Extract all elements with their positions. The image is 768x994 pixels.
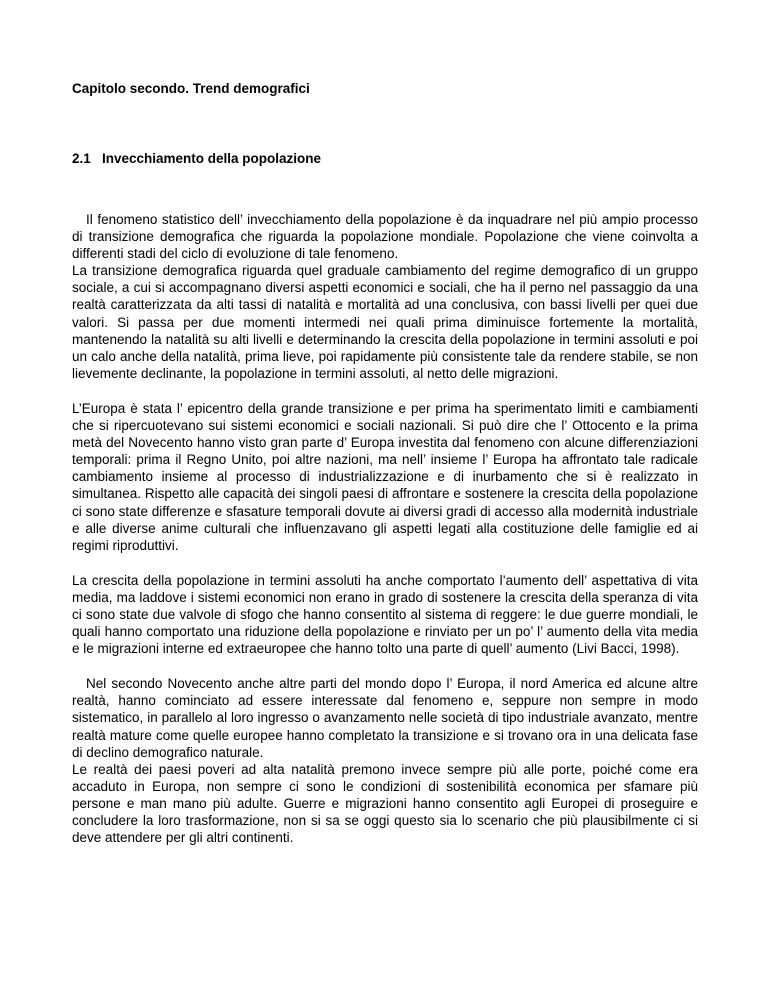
paragraph: Il fenomeno statistico dell’ invecchiamento della popolazione è da inquadrare nel più ampio processo di transizione demografica che riguarda la popolazione mondiale. Popolazione che viene coinvolta a differenti stadi del ciclo di evoluzione di tale fenomeno.	[72, 212, 698, 262]
section-title: Invecchiamento della popolazione	[102, 151, 322, 166]
section-number: 2.1	[72, 151, 91, 166]
paragraph: La crescita della popolazione in termini assoluti ha anche comportato l’aumento dell’ aspettativa di vita media, ma laddove i sistemi economici non erano in grado di sostenere la crescita della speranza di vita ci sono state due valvole di sfogo che hanno consentito al sistema di reggere: le due guerre mondiali, le quali hanno comportato una riduzione della popolazione e rinviato per un po’ l’ aumento della vita media e le migrazioni interne ed extraeuropee che hanno tolto una parte di quell’ aumento (Livi Bacci, 1998).	[72, 572, 698, 657]
section-heading	[72, 150, 321, 167]
body-text	[72, 211, 698, 846]
chapter-title: Capitolo secondo. Trend demografici	[72, 81, 310, 96]
paragraph: Le realtà dei paesi poveri ad alta natalità premono invece sempre più alle porte, poiché come era accaduto in Europa, non sempre ci sono le condizioni di sostenibilità economica per sfamare più persone e man mano più adulte. Guerre e migrazioni hanno consentito agli Europei di proseguire e concludere la loro trasformazione, non si sa se oggi questo sia lo scenario che più plausibilmente ci si deve attendere per gli altri continenti.	[72, 761, 698, 846]
paragraph: Nel secondo Novecento anche altre parti del mondo dopo l’ Europa, il nord America ed alcune altre realtà, hanno cominciato ad essere interessate dal fenomeno e, seppure non sempre in modo sistematico, in parallelo al loro ingresso o avanzamento nelle società di tipo industriale avanzato, mentre realtà mature come quelle europee hanno completato la transizione e si trovano ora in una delicata fase di declino demografico naturale.	[72, 676, 698, 760]
paragraph: La transizione demografica riguarda quel graduale cambiamento del regime demografico di un gruppo sociale, a cui si accompagnano diversi aspetti economici e sociali, che ha il perno nel passaggio da una realtà caratterizzata da alti tassi di natalità e mortalità ad una conclusiva, con bassi livelli per quei due valori. Si passa per due momenti intermedi nei quali prima diminuisce fortemente la mortalità, mantenendo la natalità su alti livelli e determinando la crescita della popolazione in termini assoluti e poi un calo anche della natalità, prima lieve, poi rapidamente più consistente tale da rendere stabile, se non lievemente declinante, la popolazione in termini assoluti, al netto delle migrazioni.	[72, 263, 698, 381]
paragraph: L’Europa è stata l’ epicentro della grande transizione e per prima ha sperimentato limiti e cambiamenti che si ripercuotevano sui sistemi economici e sociali nazionali. Si può dire che l’ Ottocento e la prima metà del Novecento hanno visto gran parte d’ Europa investita dal fenomeno con alcune differenziazioni temporali: prima il Regno Unito, poi altre nazioni, ma nell’ insieme l’ Europa ha affrontato tale radicale cambiamento insieme al processo di industrializzazione e di inurbamento che si è realizzato in simultanea. Rispetto alle capacità dei singoli paesi di affrontare e sostenere la crescita della popolazione ci sono state differenze e sfasature temporali dovute ai diversi gradi di accesso alla modernità industriale e alle diverse anime culturali che influenzavano gli aspetti legati alla costituzione delle famiglie ed ai regimi riproduttivi.	[72, 400, 698, 553]
